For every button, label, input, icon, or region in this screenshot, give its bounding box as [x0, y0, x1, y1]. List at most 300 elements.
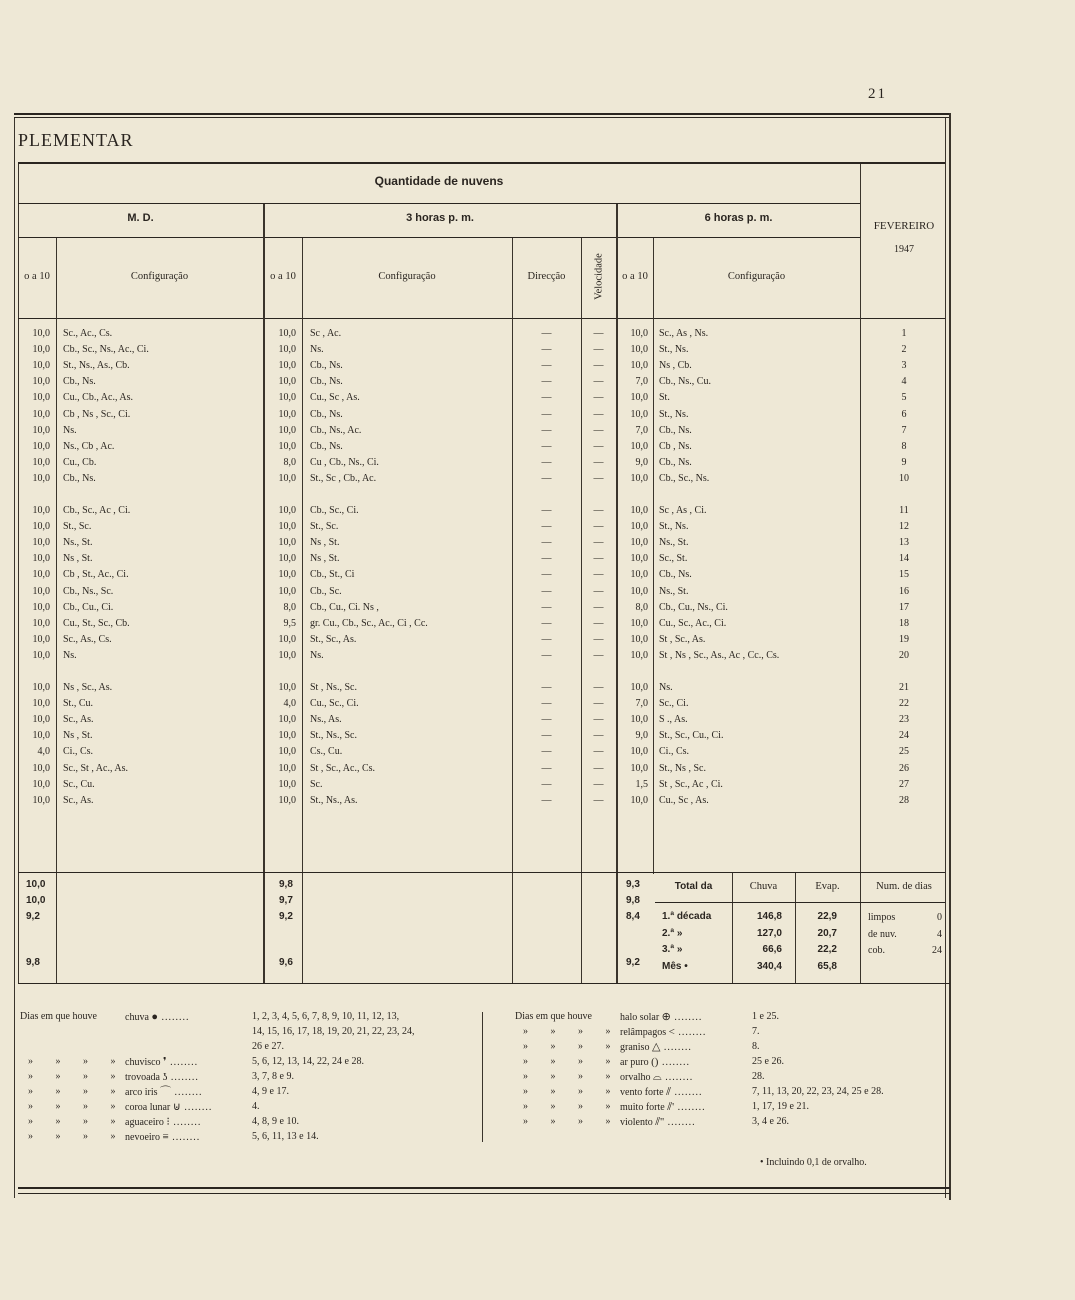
row-md-config: Cu., Cb., Ac., As.: [63, 392, 134, 404]
row-3pm-value: 10,0: [278, 714, 296, 726]
row-md-value: 10,0: [32, 585, 50, 597]
row-direction: —: [541, 376, 552, 388]
row-day: 14: [899, 553, 909, 565]
row-velocity: —: [593, 649, 604, 661]
row-6pm-config: Cu., Sc., Ac., Ci.: [659, 617, 727, 629]
row-day: 6: [901, 408, 907, 420]
row-md-value: 10,0: [32, 521, 50, 533]
row-direction: —: [541, 778, 552, 790]
row-6pm-config: Sc , As , Ci.: [659, 505, 707, 516]
row-direction: —: [541, 601, 552, 613]
legend-label-text: halo solar: [620, 1012, 662, 1023]
row-3pm-value: 4,0: [283, 698, 296, 710]
row-velocity: —: [593, 456, 604, 468]
row-6pm-config: Sc., Ci.: [659, 698, 689, 710]
row-md-value: 10,0: [32, 456, 50, 468]
row-6pm-value: 7,0: [635, 376, 648, 388]
row-velocity: —: [593, 698, 604, 710]
totals-row-label: Mês •: [662, 960, 688, 972]
totals-row-evap: 22,2: [817, 944, 837, 955]
row-3pm-value: 10,0: [278, 376, 296, 388]
days-row-value: 4: [937, 928, 942, 940]
row-md-config: St., Ns., As., Cb.: [63, 360, 130, 372]
row-3pm-value: 10,0: [278, 537, 296, 549]
row-3pm-config: Sc , Ac.: [310, 328, 342, 339]
row-day: 7: [901, 424, 907, 436]
summary-3pm-value: 9,8: [279, 879, 293, 890]
row-3pm-config: Cu , Cb., Ns., Ci.: [310, 456, 379, 468]
row-velocity: —: [593, 392, 604, 404]
legend-label: [620, 1115, 696, 1131]
row-6pm-value: 7,0: [635, 424, 648, 436]
legend-label: [620, 1040, 692, 1056]
leader-dots: ........: [180, 1102, 213, 1113]
legend-ditto: » » » »: [523, 1116, 621, 1127]
row-3pm-value: 10,0: [278, 521, 296, 533]
legend-days: 4, 8, 9 e 10.: [252, 1116, 299, 1127]
row-md-value: 10,0: [32, 794, 50, 806]
row-3pm-config: Ns , St.: [310, 537, 340, 549]
row-3pm-value: 10,0: [278, 424, 296, 436]
legend-days: 8.: [752, 1041, 760, 1052]
row-day: 9: [901, 456, 907, 468]
row-md-config: Cb., Sc., Ac , Ci.: [63, 505, 131, 516]
row-6pm-config: Cb., Cu., Ns., Ci.: [659, 601, 728, 613]
row-3pm-value: 10,0: [278, 328, 296, 339]
row-direction: —: [541, 762, 552, 774]
row-md-value: 10,0: [32, 424, 50, 436]
legend-ditto: » » » »: [28, 1086, 126, 1097]
col-3pm-scale: o a 10: [270, 271, 296, 282]
totals-row-rain: 146,8: [756, 911, 782, 922]
legend-label: [125, 1130, 200, 1146]
row-velocity: —: [593, 794, 604, 806]
row-md-value: 10,0: [32, 553, 50, 565]
row-direction: —: [541, 633, 552, 645]
totals-evap-header: Evap.: [815, 881, 840, 892]
row-6pm-config: Ns.: [659, 682, 673, 693]
row-direction: —: [541, 408, 552, 420]
row-velocity: —: [593, 537, 604, 549]
leader-dots: ........: [166, 1057, 199, 1068]
legend-ditto: » » » »: [28, 1071, 126, 1082]
legend-ditto: » » » »: [523, 1056, 621, 1067]
legend-ditto: » » » »: [28, 1131, 126, 1142]
legend-footnote: • Incluindo 0,1 de orvalho.: [760, 1157, 867, 1168]
row-md-value: 10,0: [32, 730, 50, 742]
row-direction: —: [541, 537, 552, 549]
row-md-value: 10,0: [32, 408, 50, 420]
col-6pm-config: Configuração: [727, 271, 786, 282]
row-day: 4: [901, 376, 907, 388]
row-md-value: 10,0: [32, 360, 50, 372]
legend-days: 7, 11, 13, 20, 22, 23, 24, 25 e 28.: [752, 1086, 884, 1097]
row-md-config: Cb , St., Ac., Ci.: [63, 569, 129, 581]
row-3pm-config: Cb., Sc.: [310, 585, 342, 597]
row-6pm-config: Sc., St.: [659, 553, 688, 565]
row-3pm-config: St , Sc., Ac., Cs.: [310, 762, 376, 774]
row-direction: —: [541, 392, 552, 404]
leader-dots: ........: [168, 1132, 201, 1143]
row-velocity: —: [593, 633, 604, 645]
row-6pm-config: Cb., Ns., Cu.: [659, 376, 711, 388]
days-row-label: limpos: [868, 912, 896, 923]
row-6pm-value: 1,5: [635, 778, 648, 790]
row-direction: —: [541, 569, 552, 581]
row-day: 18: [899, 617, 909, 629]
row-3pm-config: Cb., Ns.: [310, 376, 343, 388]
row-6pm-value: 10,0: [630, 649, 648, 661]
leader-dots: ........: [167, 1072, 199, 1083]
row-6pm-value: 9,0: [635, 730, 648, 742]
row-velocity: —: [593, 585, 604, 597]
row-3pm-value: 10,0: [278, 344, 296, 356]
row-md-config: Cb., Ns., Sc.: [63, 585, 114, 597]
summary-3pm-value: 9,2: [279, 911, 293, 922]
row-3pm-value: 10,0: [278, 778, 296, 790]
row-md-config: Sc., As., Cs.: [63, 633, 112, 645]
totals-label-header: Total da: [674, 881, 713, 892]
col-direction: Direcção: [527, 271, 566, 282]
row-6pm-value: 10,0: [630, 360, 648, 372]
row-3pm-config: gr. Cu., Cb., Sc., Ac., Ci , Cc.: [310, 617, 428, 629]
clouds-header: Quantidade de nuvens: [374, 174, 504, 188]
row-day: 25: [899, 746, 909, 758]
leader-dots: ........: [171, 1087, 203, 1098]
row-3pm-config: Cb., Ns.: [310, 408, 343, 420]
row-day: 28: [899, 794, 909, 806]
weather-symbol-icon: △: [651, 1041, 661, 1053]
legend-label-text: chuvisco: [125, 1057, 164, 1068]
row-day: 23: [899, 714, 909, 726]
weather-symbol-icon: ⊕: [661, 1011, 671, 1023]
summary-3pm-value: 9,7: [279, 895, 293, 906]
row-3pm-value: 10,0: [278, 392, 296, 404]
row-direction: —: [541, 505, 552, 516]
row-md-value: 10,0: [32, 376, 50, 388]
weather-symbol-icon: (): [651, 1056, 659, 1068]
legend-label: [125, 1085, 203, 1101]
row-day: 1: [901, 328, 907, 339]
row-3pm-value: 8,0: [283, 456, 296, 468]
legend-label: [620, 1085, 703, 1101]
row-velocity: —: [593, 714, 604, 726]
legend-label: [125, 1055, 198, 1071]
row-md-value: 10,0: [32, 344, 50, 356]
row-day: 20: [899, 649, 909, 661]
legend-days: 14, 15, 16, 17, 18, 19, 20, 21, 22, 23, 24,: [252, 1026, 415, 1037]
row-direction: —: [541, 649, 552, 661]
days-header: Num. de dias: [876, 881, 932, 892]
row-day: 11: [899, 505, 909, 516]
row-3pm-config: Cu., Sc , As.: [310, 392, 360, 404]
row-3pm-config: Cu., Sc., Ci.: [310, 698, 359, 710]
row-md-config: Cb , Ns , Sc., Ci.: [63, 408, 131, 420]
legend-label-text: muito forte: [620, 1102, 668, 1113]
weather-symbol-icon: <: [668, 1026, 675, 1038]
legend-label-text: chuva: [125, 1012, 152, 1023]
row-md-config: Sc., Ac., Cs.: [63, 328, 113, 339]
row-day: 16: [899, 585, 909, 597]
row-direction: —: [541, 585, 552, 597]
legend-days: 3, 7, 8 e 9.: [252, 1071, 294, 1082]
row-velocity: —: [593, 376, 604, 388]
legend-label-text: graniso: [620, 1042, 652, 1053]
row-direction: —: [541, 682, 552, 693]
totals-row-rain: 127,0: [756, 927, 782, 939]
row-3pm-config: Cb., Ns.: [310, 360, 343, 372]
legend-label-text: coroa lunar: [125, 1102, 173, 1113]
row-3pm-config: Ns , St.: [310, 553, 340, 565]
row-velocity: —: [593, 344, 604, 356]
row-direction: —: [541, 424, 552, 436]
row-velocity: —: [593, 553, 604, 565]
row-md-value: 10,0: [32, 440, 50, 452]
legend-label-text: violento: [620, 1117, 656, 1128]
row-3pm-config: Ns.: [310, 344, 324, 356]
row-md-value: 10,0: [32, 601, 50, 613]
weather-symbol-icon: ⌒: [160, 1086, 171, 1098]
row-3pm-config: St., Ns., As.: [310, 794, 358, 806]
row-3pm-config: Ns., As.: [310, 714, 342, 726]
legend-label: [125, 1115, 201, 1131]
legend-days: 5, 6, 11, 13 e 14.: [252, 1131, 319, 1142]
row-md-config: Ns , St.: [63, 730, 93, 742]
row-3pm-config: St., Ns., Sc.: [310, 730, 357, 742]
row-3pm-value: 10,0: [278, 682, 296, 693]
row-6pm-config: St , Ns , Sc., As., Ac , Cc., Cs.: [659, 649, 780, 661]
year-label: 1947: [894, 244, 914, 255]
row-direction: —: [541, 344, 552, 356]
row-6pm-value: 10,0: [630, 392, 648, 404]
legend-label-text: trovoada: [125, 1072, 163, 1083]
row-6pm-value: 10,0: [630, 472, 648, 484]
legend-days: 1, 17, 19 e 21.: [752, 1101, 809, 1112]
row-md-value: 10,0: [32, 698, 50, 710]
row-6pm-value: 10,0: [630, 714, 648, 726]
legend-ditto: » » » »: [523, 1026, 621, 1037]
row-3pm-value: 9,5: [283, 617, 296, 629]
row-3pm-value: 10,0: [278, 440, 296, 452]
row-md-config: Ci., Cs.: [63, 746, 94, 758]
legend-ditto: » » » »: [523, 1086, 621, 1097]
leader-dots: ........: [664, 1117, 696, 1128]
row-md-config: Sc., As.: [63, 714, 94, 726]
month-label: FEVEREIRO: [873, 220, 935, 232]
row-velocity: —: [593, 617, 604, 629]
row-6pm-value: 10,0: [630, 585, 648, 597]
row-6pm-config: St , Sc., As.: [659, 633, 706, 645]
days-row-value: 24: [932, 945, 942, 956]
row-velocity: —: [593, 360, 604, 372]
group-md-header: M. D.: [127, 212, 154, 224]
row-6pm-config: Ns , Cb.: [659, 360, 692, 372]
row-md-value: 10,0: [32, 633, 50, 645]
legend-ditto: » » » »: [523, 1041, 621, 1052]
legend-label-text: vento forte: [620, 1087, 667, 1098]
row-md-value: 10,0: [32, 392, 50, 404]
row-direction: —: [541, 794, 552, 806]
row-velocity: —: [593, 682, 604, 693]
legend-label: [125, 1100, 212, 1116]
row-6pm-value: 10,0: [630, 746, 648, 758]
row-day: 8: [901, 440, 907, 452]
days-row-value: 0: [937, 912, 942, 923]
col-6pm-scale: o a 10: [622, 271, 648, 282]
row-3pm-value: 10,0: [278, 472, 296, 484]
legend-label: [620, 1025, 706, 1041]
row-md-value: 10,0: [32, 472, 50, 484]
row-6pm-config: St , Sc., Ac , Ci.: [659, 778, 723, 790]
row-md-config: Sc., Cu.: [63, 778, 95, 790]
page-title: PLEMENTAR: [18, 130, 134, 150]
row-3pm-value: 10,0: [278, 569, 296, 581]
row-day: 27: [899, 778, 909, 790]
row-day: 17: [899, 601, 909, 613]
weather-symbol-icon: ⫽: [666, 1086, 671, 1098]
weather-symbol-icon: ≡: [162, 1131, 169, 1143]
row-velocity: —: [593, 328, 604, 339]
row-6pm-config: Ci., Cs.: [659, 746, 690, 758]
row-6pm-value: 8,0: [635, 601, 648, 613]
legend-days: 4.: [252, 1101, 260, 1112]
totals-row-evap: 65,8: [817, 960, 837, 972]
row-3pm-config: Cb., Cu., Ci. Ns ,: [310, 601, 379, 613]
row-velocity: —: [593, 730, 604, 742]
summary-md-value: 10,0: [26, 879, 46, 890]
row-md-config: Ns.: [63, 649, 77, 661]
row-velocity: —: [593, 762, 604, 774]
row-direction: —: [541, 360, 552, 372]
weather-symbol-icon: ⫽'': [655, 1116, 665, 1128]
legend-ditto: » » » »: [28, 1056, 126, 1067]
weather-symbol-icon: ʖ: [162, 1071, 168, 1083]
row-velocity: —: [593, 440, 604, 452]
row-md-config: Ns , Sc., As.: [63, 682, 113, 693]
row-velocity: —: [593, 505, 604, 516]
row-direction: —: [541, 472, 552, 484]
row-3pm-value: 10,0: [278, 730, 296, 742]
summary-6pm-value: 9,2: [626, 957, 640, 968]
row-3pm-config: St , Ns., Sc.: [310, 682, 357, 693]
row-day: 2: [901, 344, 907, 356]
row-md-config: Cb., Ns.: [63, 376, 96, 388]
row-6pm-value: 10,0: [630, 682, 648, 693]
row-6pm-value: 10,0: [630, 505, 648, 516]
row-day: 15: [899, 569, 909, 581]
legend-days: 28.: [752, 1071, 765, 1082]
row-md-config: St., Cu.: [63, 698, 94, 710]
row-md-config: Cb., Ns.: [63, 472, 96, 484]
weather-symbol-icon: ⊍: [172, 1101, 181, 1113]
row-direction: —: [541, 521, 552, 533]
row-6pm-config: St., Sc., Cu., Ci.: [659, 730, 724, 742]
row-md-value: 10,0: [32, 617, 50, 629]
row-md-config: Cb., Cu., Ci.: [63, 601, 114, 613]
leader-dots: ........: [661, 1072, 694, 1083]
legend-intro: Dias em que houve: [515, 1011, 592, 1022]
row-velocity: —: [593, 746, 604, 758]
row-direction: —: [541, 698, 552, 710]
row-6pm-value: 7,0: [635, 698, 648, 710]
summary-md-value: 9,2: [26, 911, 40, 922]
row-6pm-value: 10,0: [630, 521, 648, 533]
leader-dots: ........: [169, 1117, 202, 1128]
legend-intro: Dias em que houve: [20, 1011, 97, 1022]
row-3pm-value: 10,0: [278, 553, 296, 565]
row-6pm-config: Cb., Sc., Ns.: [659, 472, 710, 484]
totals-row-evap: 22,9: [817, 911, 837, 922]
row-3pm-config: Cb., Sc., Ci.: [310, 505, 359, 516]
row-md-value: 10,0: [32, 649, 50, 661]
row-velocity: —: [593, 472, 604, 484]
row-day: 19: [899, 633, 909, 645]
row-6pm-value: 10,0: [630, 617, 648, 629]
legend-days: 7.: [752, 1026, 760, 1037]
row-md-config: Sc., St , Ac., As.: [63, 762, 129, 774]
row-velocity: —: [593, 424, 604, 436]
row-6pm-config: Sc., As , Ns.: [659, 328, 709, 339]
row-3pm-value: 10,0: [278, 633, 296, 645]
row-3pm-value: 10,0: [278, 762, 296, 774]
row-md-config: Ns., Cb , Ac.: [63, 440, 115, 452]
legend-label: [620, 1010, 702, 1026]
row-day: 24: [899, 730, 909, 742]
row-velocity: —: [593, 601, 604, 613]
row-6pm-value: 10,0: [630, 344, 648, 356]
col-md-scale: o a 10: [24, 271, 50, 282]
row-3pm-value: 10,0: [278, 505, 296, 516]
leader-dots: ........: [158, 1012, 190, 1023]
col-3pm-config: Configuração: [378, 271, 436, 282]
weather-symbol-icon: ⌓: [653, 1071, 662, 1083]
row-3pm-config: Cs., Cu.: [310, 746, 343, 758]
row-direction: —: [541, 456, 552, 468]
row-day: 26: [899, 762, 909, 774]
weather-symbol-icon: ⁝: [166, 1116, 170, 1128]
row-md-config: Sc., As.: [63, 794, 94, 806]
row-6pm-config: Cb., Ns.: [659, 569, 692, 581]
row-md-value: 10,0: [32, 778, 50, 790]
row-day: 13: [899, 537, 909, 549]
row-3pm-value: 10,0: [278, 408, 296, 420]
legend-label-text: orvalho: [620, 1072, 654, 1083]
row-6pm-value: 9,0: [635, 456, 648, 468]
row-6pm-config: St.: [659, 392, 670, 404]
row-direction: —: [541, 553, 552, 565]
row-direction: —: [541, 617, 552, 629]
row-day: 5: [901, 392, 907, 404]
row-day: 12: [899, 521, 909, 533]
row-6pm-value: 10,0: [630, 569, 648, 581]
leader-dots: ........: [674, 1102, 706, 1113]
row-3pm-config: Ns.: [310, 649, 324, 661]
legend-ditto: » » » »: [523, 1071, 621, 1082]
row-day: 21: [899, 682, 909, 693]
days-row-label: cob.: [868, 945, 885, 956]
row-md-config: Ns., St.: [63, 537, 93, 549]
row-6pm-config: St., Ns.: [659, 344, 689, 356]
row-6pm-value: 10,0: [630, 794, 648, 806]
legend-days: 3, 4 e 26.: [752, 1116, 789, 1127]
row-6pm-value: 10,0: [630, 537, 648, 549]
row-3pm-config: St., Sc., As.: [310, 633, 357, 645]
row-direction: —: [541, 746, 552, 758]
days-row-label: de nuv.: [868, 928, 897, 940]
leader-dots: ........: [670, 1012, 703, 1023]
legend-label: [620, 1055, 690, 1071]
legend-label-text: ar puro: [620, 1057, 652, 1068]
